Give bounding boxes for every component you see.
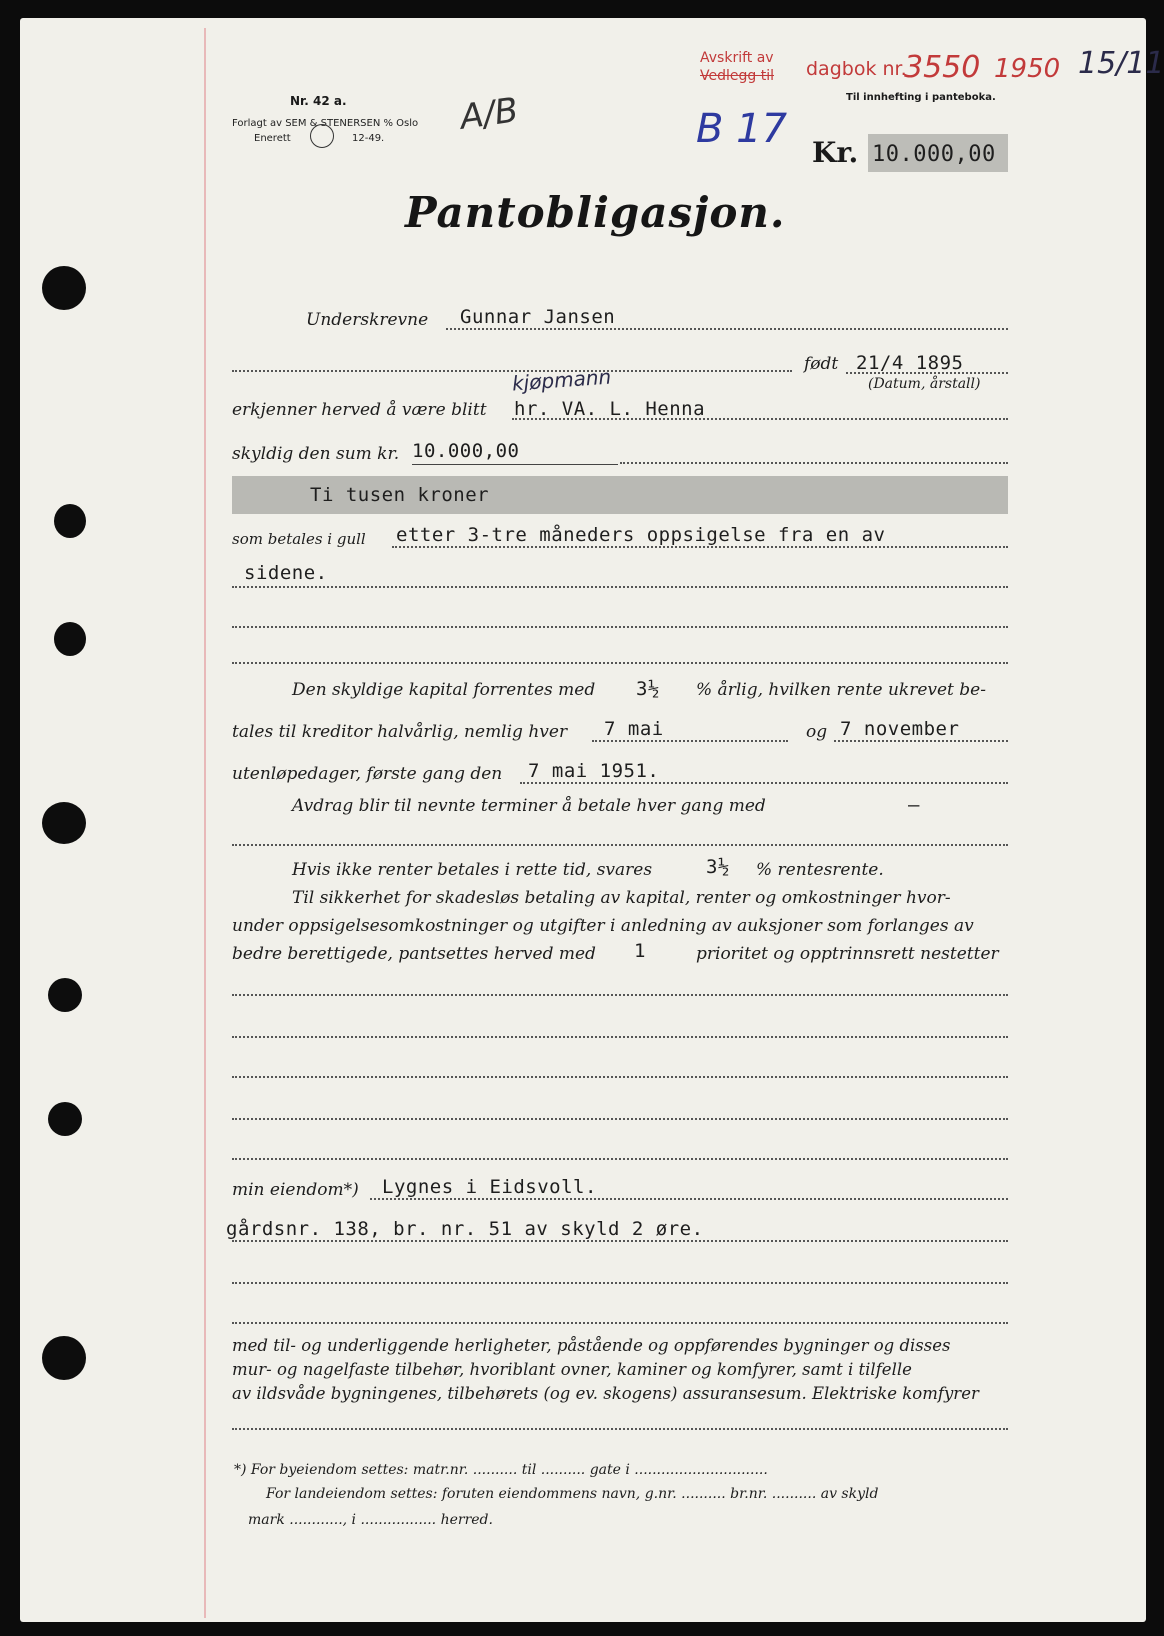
born-hint: (Datum, årstall) bbox=[868, 376, 981, 392]
owe-label: skyldig den sum kr. bbox=[232, 444, 400, 464]
creditor-title-handwritten: kjøpmann bbox=[511, 364, 612, 396]
footnote-line-2: For landeiendom settes: foruten eiendommens navn, g.nr. .......... br.nr. .......... av skyld bbox=[266, 1486, 879, 1502]
dotted-line bbox=[392, 546, 1008, 548]
dotted-line bbox=[232, 662, 1008, 664]
installment-text: Avdrag blir til nevnte terminer å betale hver gang med bbox=[292, 796, 766, 816]
interest-date-2: 7 november bbox=[840, 718, 960, 740]
handwritten-initials: A/B bbox=[457, 90, 521, 138]
dotted-line bbox=[232, 1036, 1008, 1038]
binder-hole bbox=[48, 1102, 82, 1136]
dagbok-label: dagbok nr. bbox=[806, 58, 907, 80]
binder-hole bbox=[42, 802, 86, 844]
document-title: Pantobligasjon. bbox=[405, 188, 786, 237]
security-line-2: under oppsigelsesomkostninger og utgifter i anledning av auksjoner som forlanges av bbox=[232, 916, 974, 936]
late-interest-a: Hvis ikke renter betales i rette tid, svares bbox=[292, 860, 653, 880]
pay-terms-line-1: etter 3-tre måneders oppsigelse fra en av bbox=[396, 524, 886, 546]
interest-sentence-b: % årlig, hvilken rente ukrevet be- bbox=[696, 680, 986, 700]
dotted-line bbox=[232, 1118, 1008, 1120]
late-interest-b: % rentesrente. bbox=[756, 860, 884, 880]
interest-sentence-c: tales til kreditor halvårlig, nemlig hver bbox=[232, 722, 568, 742]
stamp-avskrift: Avskrift av bbox=[700, 50, 774, 66]
handwritten-reference: B 17 bbox=[696, 106, 788, 152]
born-date: 21/4 1895 bbox=[856, 352, 964, 374]
underline bbox=[412, 464, 618, 465]
property-label: min eiendom*) bbox=[232, 1180, 359, 1200]
interest-date-1: 7 mai bbox=[604, 718, 664, 740]
interest-rate: 3½ bbox=[636, 678, 660, 700]
dotted-line bbox=[232, 626, 1008, 628]
pay-label: som betales i gull bbox=[232, 530, 366, 548]
publisher-date: 12-49. bbox=[352, 133, 385, 144]
first-payment-date: 7 mai 1951. bbox=[528, 760, 660, 782]
appurtenances-line-3: av ildsvåde bygningenes, tilbehørets (og ev. skogens) assuransesum. Elektriske komfyrer bbox=[232, 1384, 979, 1403]
dagbok-date: 15/11 bbox=[1078, 46, 1164, 81]
installment-value: — bbox=[908, 794, 920, 816]
priority-number: 1 bbox=[634, 940, 646, 962]
pay-terms-line-2: sidene. bbox=[244, 562, 328, 584]
amount-in-words: Ti tusen kroner bbox=[310, 484, 490, 506]
footnote-line-1: *) For byeiendom settes: matr.nr. .......... til .......... gate i .............................. bbox=[234, 1462, 768, 1478]
dagbok-year: 1950 bbox=[994, 54, 1061, 84]
publisher-logo bbox=[310, 124, 334, 148]
form-number: Nr. 42 a. bbox=[290, 94, 347, 108]
binder-hole bbox=[54, 504, 86, 538]
binding-note: Til innhefting i panteboka. bbox=[846, 92, 996, 103]
property-detail: gårdsnr. 138, br. nr. 51 av skyld 2 øre. bbox=[226, 1218, 704, 1240]
dotted-line bbox=[592, 740, 788, 742]
kr-amount: 10.000,00 bbox=[872, 142, 996, 167]
late-interest-rate: 3½ bbox=[706, 856, 730, 878]
born-label: født bbox=[804, 354, 839, 374]
security-line-3-b: prioritet og opptrinnsrett nestetter bbox=[696, 944, 999, 964]
dotted-line bbox=[232, 1076, 1008, 1078]
interest-og: og bbox=[806, 722, 828, 742]
dotted-line bbox=[446, 328, 1008, 330]
dotted-line bbox=[512, 418, 1008, 420]
margin-rule bbox=[204, 28, 206, 1618]
publisher-line: Forlagt av SEM & STENERSEN % Oslo bbox=[232, 118, 419, 129]
creditor-name: hr. VA. L. Henna bbox=[514, 398, 706, 420]
dotted-line bbox=[846, 372, 1008, 374]
publisher-enerett: Enerett bbox=[254, 133, 291, 144]
binder-hole bbox=[42, 1336, 86, 1380]
dotted-line bbox=[370, 1198, 1008, 1200]
dotted-line bbox=[232, 1428, 1008, 1430]
appurtenances-line-1: med til- og underliggende herligheter, påstående og oppførendes bygninger og disses bbox=[232, 1336, 951, 1355]
dotted-line bbox=[834, 740, 1008, 742]
property-name: Lygnes i Eidsvoll. bbox=[382, 1176, 597, 1198]
stamp-vedlegg: Vedlegg til bbox=[700, 68, 774, 84]
dotted-line bbox=[520, 782, 1008, 784]
undersigned-label: Underskrevne bbox=[306, 310, 429, 330]
dotted-line bbox=[232, 844, 1008, 846]
dotted-line bbox=[232, 1158, 1008, 1160]
dotted-line bbox=[232, 586, 1008, 588]
interest-sentence-a: Den skyldige kapital forrentes med bbox=[292, 680, 596, 700]
undersigned-name: Gunnar Jansen bbox=[460, 306, 616, 328]
binder-hole bbox=[42, 266, 86, 310]
dotted-line bbox=[620, 462, 1008, 464]
appurtenances-line-2: mur- og nagelfaste tilbehør, hvoriblant ovner, kaminer og komfyrer, samt i tilfelle bbox=[232, 1360, 912, 1379]
binder-hole bbox=[48, 978, 82, 1012]
dotted-line bbox=[232, 994, 1008, 996]
security-line-1: Til sikkerhet for skadesløs betaling av kapital, renter og omkostninger hvor- bbox=[292, 888, 951, 908]
footnote-line-3: mark ............, i ................. herred. bbox=[248, 1512, 493, 1528]
dotted-line bbox=[232, 1240, 1008, 1242]
owe-amount: 10.000,00 bbox=[412, 440, 520, 462]
dotted-line bbox=[232, 1322, 1008, 1324]
interest-sentence-d: utenløpedager, første gang den bbox=[232, 764, 503, 784]
kr-label: Kr. bbox=[812, 136, 859, 169]
dotted-line bbox=[232, 1282, 1008, 1284]
dagbok-number: 3550 bbox=[904, 50, 981, 85]
security-line-3-a: bedre berettigede, pantsettes herved med bbox=[232, 944, 596, 964]
acknowledge-label: erkjenner herved å være blitt bbox=[232, 400, 487, 420]
document-page bbox=[20, 18, 1146, 1622]
binder-hole bbox=[54, 622, 86, 656]
